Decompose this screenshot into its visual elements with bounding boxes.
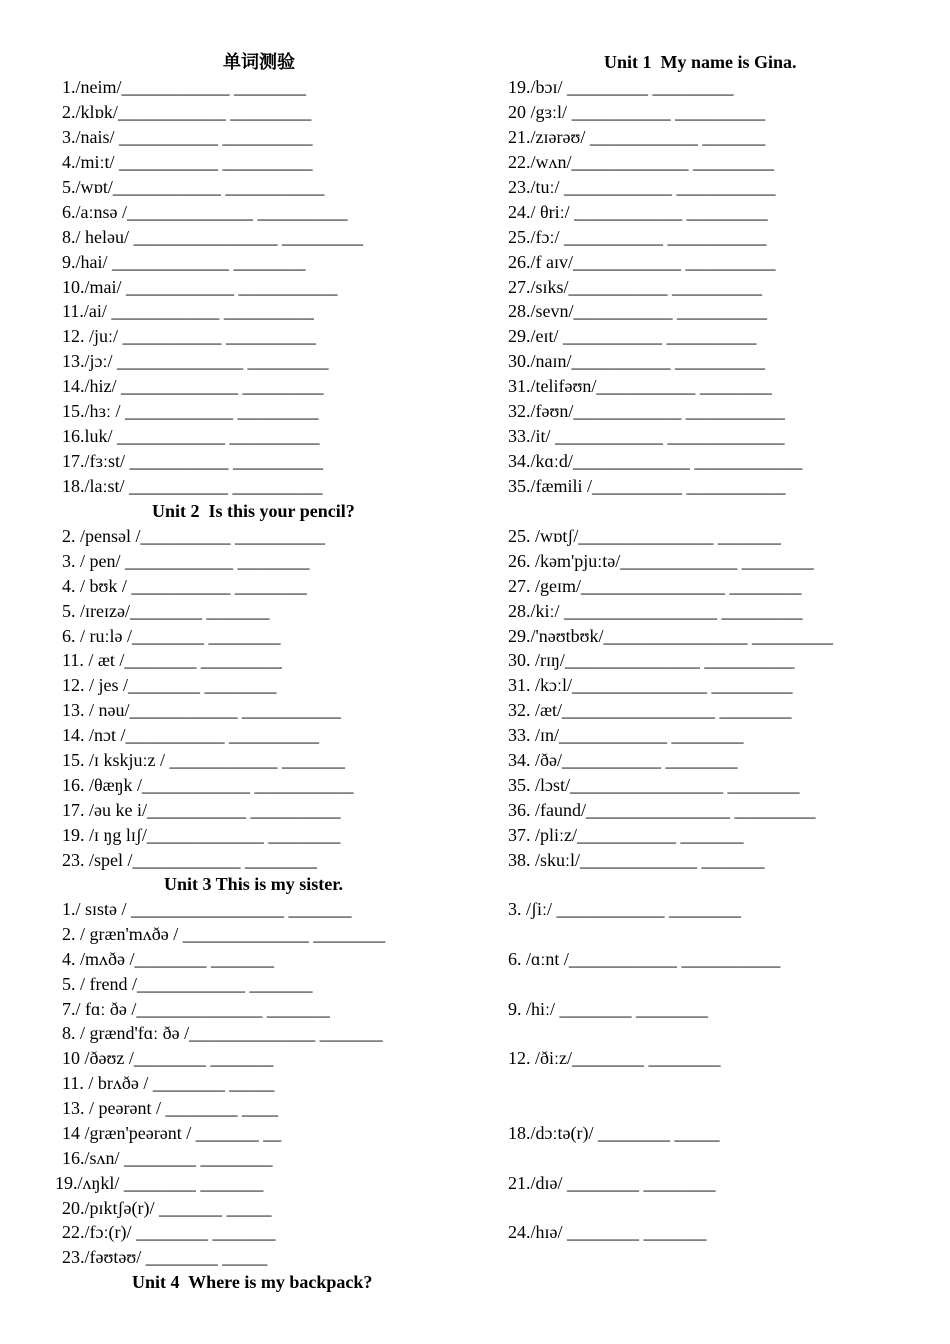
vocab-item: 9. /hiː/ ________ ________ [508,999,709,1019]
vocab-item: 33./it/ ____________ _____________ [508,426,785,446]
vocab-item: 32. /æt/_________________ ________ [508,700,792,720]
vocab-item: 23./tuː/ ____________ ___________ [508,177,776,197]
vocab-item: 15./hɜː / ____________ _________ [62,401,319,421]
unit2-heading: Unit 2 Is this your pencil? [152,501,355,521]
vocab-item: 5. / frend /____________ _______ [62,974,313,994]
unit4-heading: Unit 4 Where is my backpack? [132,1272,373,1292]
vocab-item: 4. / bʊk / ___________ ________ [62,576,307,596]
vocab-item: 24./hɪə/ ________ _______ [508,1222,707,1242]
vocab-item: 25./fɔː/ ___________ ___________ [508,227,767,247]
vocab-item: 18./dɔːtə(r)/ ________ _____ [508,1123,720,1143]
vocab-item: 30./naɪn/___________ __________ [508,351,765,371]
vocab-item: 19./bɔɪ/ _________ _________ [508,77,734,97]
vocab-item: 3. / pen/ ____________ ________ [62,551,310,571]
vocab-item: 27. /geɪm/________________ ________ [508,576,802,596]
unit1-heading: Unit 1 My name is Gina. [604,52,797,72]
unit3-heading: Unit 3 This is my sister. [164,874,344,894]
vocab-item: 16. /θæŋk /____________ ___________ [62,775,354,795]
vocab-item: 35. /lɔst/_________________ ________ [508,775,800,795]
vocab-item: 12. /juː/ ___________ __________ [62,326,317,346]
vocab-item: 1./neim/____________ ________ [62,77,306,97]
vocab-item: 3./nais/ ___________ __________ [62,127,313,147]
vocab-item: 2. / græn'mʌðə / ______________ ________ [62,924,386,944]
vocab-item: 10./mai/ ____________ ___________ [62,277,338,297]
vocab-item: 21./zɪərəʊ/ ____________ _______ [508,127,766,147]
vocab-item: 1./ sɪstə / _________________ _______ [62,899,352,919]
vocab-item: 23./fəʊtəʊ/ ________ _____ [62,1247,268,1267]
vocab-item: 26. /kəm'pjuːtə/_____________ ________ [508,551,814,571]
vocab-item: 11./ai/ ____________ __________ [62,301,314,321]
vocab-item: 29./eɪt/ ___________ __________ [508,326,757,346]
vocab-item: 4./miːt/ ___________ __________ [62,152,313,172]
vocab-item: 34./kɑːd/_____________ ____________ [508,451,803,471]
vocab-item: 31. /kɔːl/_______________ _________ [508,675,793,695]
vocab-item: 7./ fɑː ðə /______________ _______ [62,999,330,1019]
vocab-item: 6. /ɑːnt /____________ ___________ [508,949,781,969]
vocab-item: 30. /rɪŋ/_______________ __________ [508,650,795,670]
vocab-item: 19. /ɪ ŋg lɪʃ/_____________ ________ [62,825,341,845]
vocab-item: 18./laːst/ ___________ __________ [62,476,323,496]
vocab-item: 2. /pensəl /__________ __________ [62,526,325,546]
vocab-item: 14 /græn'peərənt / _______ __ [62,1123,282,1143]
vocab-item: 5./wɒt/____________ ___________ [62,177,325,197]
vocab-item: 17./fɜːst/ ___________ __________ [62,451,324,471]
vocab-item: 12. /ðiːz/________ ________ [508,1048,721,1068]
vocab-item: 10 /ðəʊz /________ _______ [62,1048,274,1068]
vocab-item: 28./sevn/___________ __________ [508,301,767,321]
vocab-item: 26./f aɪv/____________ __________ [508,252,776,272]
vocab-item: 25. /wɒtʃ/_______________ _______ [508,526,781,546]
vocab-item: 35./fæmili /__________ ___________ [508,476,786,496]
vocab-item: 27./sɪks/___________ __________ [508,277,763,297]
vocab-item: 20 /gɜːl/ ___________ __________ [508,102,766,122]
vocab-item: 33. /ɪn/____________ ________ [508,725,744,745]
vocab-item: 12. / jes /________ ________ [62,675,277,695]
vocab-item: 15. /ɪ kskjuːz / ____________ _______ [62,750,345,770]
vocab-item: 13. / nəu/____________ ___________ [62,700,341,720]
vocab-item: 34. /ðə/___________ ________ [508,750,738,770]
vocab-item: 2./klɒk/____________ _________ [62,102,312,122]
vocab-item: 4. /mʌðə /________ _______ [62,949,274,969]
vocab-item: 24./ θriː/ ____________ _________ [508,202,768,222]
vocab-item: 14. /nɔt /___________ __________ [62,725,319,745]
vocab-item: 6./aːnsə /______________ __________ [62,202,348,222]
vocab-item: 31./telifəʊn/___________ ________ [508,376,772,396]
vocab-item: 6. / ruːlə /________ ________ [62,626,281,646]
vocab-item: 16./sʌn/ ________ ________ [62,1148,273,1168]
vocab-item: 28./kiː/ _________________ _________ [508,601,803,621]
vocab-item: 13./jɔː/ ______________ _________ [62,351,329,371]
vocab-item: 8. / grænd'fɑː ðə /______________ _______ [62,1023,383,1043]
vocab-item: 11. / brʌðə / ________ _____ [62,1073,275,1093]
vocab-item: 22./wʌn/_____________ _________ [508,152,775,172]
vocab-item: 14./hiz/ _____________ _________ [62,376,324,396]
vocab-test-title: 单词测验 [223,52,295,72]
vocab-item: 9./hai/ _____________ ________ [62,252,306,272]
vocab-item: 21./dɪə/ ________ ________ [508,1173,716,1193]
vocab-item: 3. /ʃiː/ ____________ ________ [508,899,741,919]
vocab-item: 17. /əu ke i/___________ __________ [62,800,341,820]
vocab-item: 19./ʌŋkl/ ________ _______ [55,1173,264,1193]
vocab-item: 13. / peərənt / ________ ____ [62,1098,278,1118]
vocab-item: 23. /spel /____________ ________ [62,850,317,870]
vocab-item: 11. / æt /________ _________ [62,650,282,670]
vocab-item: 5. /ɪreɪzə/________ _______ [62,601,270,621]
vocab-item: 16.luk/ ____________ __________ [62,426,320,446]
vocab-item: 36. /faund/________________ _________ [508,800,816,820]
vocab-item: 22./fɔː(r)/ ________ _______ [62,1222,276,1242]
vocab-item: 20./pɪktʃə(r)/ _______ _____ [62,1198,272,1218]
vocab-item: 8./ heləu/ ________________ _________ [62,227,363,247]
vocab-item: 29./'nəʊtbʊk/________________ _________ [508,626,833,646]
vocab-item: 32./fəʊn/____________ ___________ [508,401,785,421]
vocab-item: 38. /skuːl/_____________ _______ [508,850,765,870]
vocab-item: 37. /pliːz/___________ _______ [508,825,744,845]
